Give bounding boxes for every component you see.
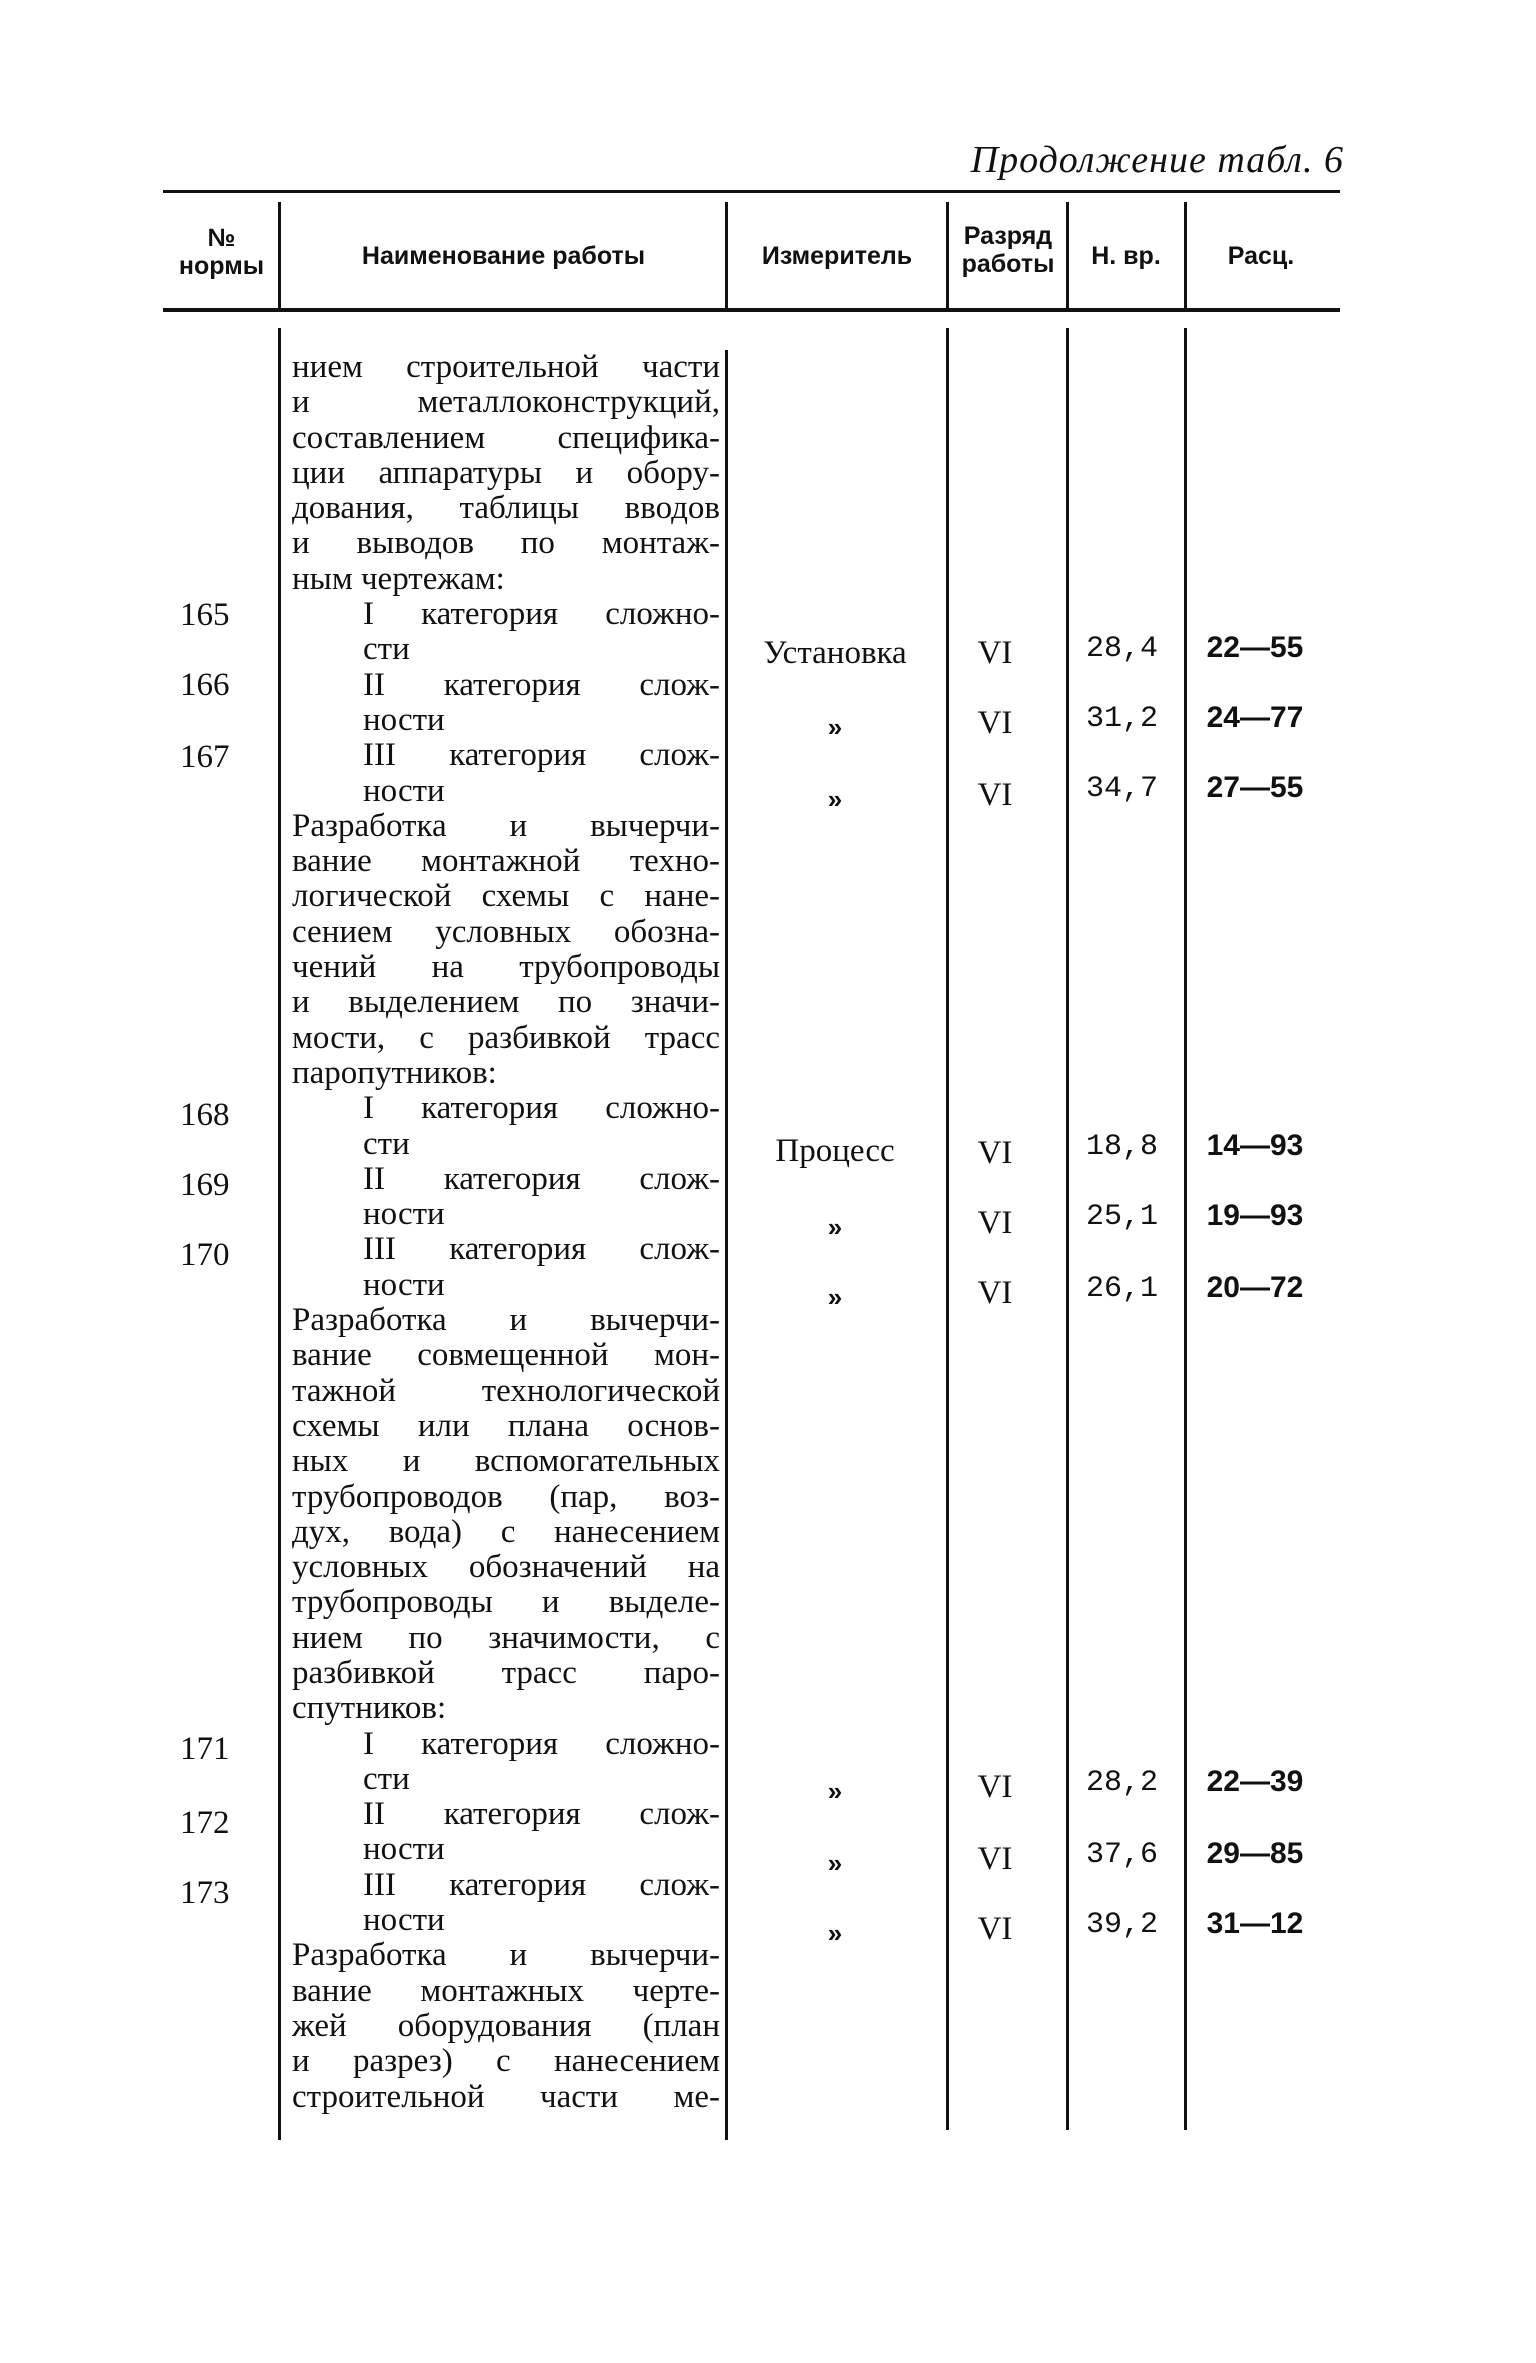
grade-cell: VI <box>977 1135 1013 1171</box>
rate-cell: 29—85 <box>1206 1837 1304 1870</box>
page-title: Продолжение табл. 6 <box>970 139 1344 181</box>
desc-line: сти <box>363 1125 410 1162</box>
desc-line: разбивкой трасс паро- <box>292 1654 720 1691</box>
body-divider-5 <box>1184 328 1187 2130</box>
desc-line: вание монтажной техно- <box>292 843 720 880</box>
grade-cell: VI <box>977 1205 1013 1241</box>
desc-line: ности <box>363 1196 445 1233</box>
desc-line: I категория сложно- <box>363 1725 720 1762</box>
grade-cell: VI <box>977 1841 1013 1877</box>
desc-line: II категория слож- <box>363 1796 720 1833</box>
time-cell: 37,6 <box>1085 1838 1158 1872</box>
header-num-line1: № <box>207 224 236 252</box>
header-measure: Измеритель <box>761 242 913 270</box>
header-bottom-rule <box>163 308 1340 312</box>
time-cell: 39,2 <box>1085 1908 1158 1942</box>
time-cell: 26,1 <box>1085 1272 1158 1306</box>
header-num-line2: нормы <box>178 252 265 280</box>
header-name: Наименование работы <box>361 242 646 270</box>
rate-cell: 22—55 <box>1206 631 1304 664</box>
grade-cell: VI <box>977 1911 1013 1947</box>
body-divider-4 <box>1066 328 1069 2130</box>
desc-line: условных обозначений на <box>292 1549 720 1586</box>
norm-number: 169 <box>180 1167 230 1203</box>
table-top-rule <box>163 190 1340 193</box>
desc-line: и разрез) с нанесением <box>292 2043 720 2080</box>
rate-cell: 31—12 <box>1206 1907 1304 1940</box>
desc-line: III категория слож- <box>363 1231 720 1268</box>
desc-line: и выводов по монтаж- <box>292 525 720 562</box>
desc-line: сти <box>363 631 410 668</box>
grade-cell: VI <box>977 1769 1013 1805</box>
desc-line: ности <box>363 1266 445 1303</box>
desc-line: жей оборудования (план <box>292 2007 720 2044</box>
norm-number: 168 <box>180 1097 230 1133</box>
measure-cell: » <box>827 1918 843 1948</box>
desc-line: I категория сложно- <box>363 1090 720 1127</box>
desc-line: сти <box>363 1760 410 1797</box>
measure-cell: » <box>827 1212 843 1242</box>
norm-number: 171 <box>180 1731 230 1767</box>
header-num <box>163 224 280 280</box>
body-divider-2 <box>725 350 728 2140</box>
desc-line: Разработка и вычерчи- <box>292 1302 720 1339</box>
desc-line: вание монтажных черте- <box>292 1972 720 2009</box>
time-cell: 28,4 <box>1085 632 1158 666</box>
desc-line: ности <box>363 772 445 809</box>
header-divider-4 <box>1066 202 1069 308</box>
desc-line: вание совмещенной мон- <box>292 1337 720 1374</box>
desc-line: дух, вода) с нанесением <box>292 1513 720 1550</box>
measure-cell: » <box>827 1776 843 1806</box>
desc-line: ности <box>363 701 445 738</box>
desc-line: Разработка и вычерчи- <box>292 1937 720 1974</box>
desc-line: III категория слож- <box>363 1866 720 1903</box>
grade-cell: VI <box>977 777 1013 813</box>
body-divider-1 <box>278 328 281 2140</box>
time-cell: 25,1 <box>1085 1200 1158 1234</box>
header-rate: Расц. <box>1227 242 1295 270</box>
time-cell: 28,2 <box>1085 1766 1158 1800</box>
desc-line: II категория слож- <box>363 1160 720 1197</box>
norm-number: 167 <box>180 739 230 775</box>
measure-cell: » <box>827 1848 843 1878</box>
header-divider-3 <box>946 202 949 308</box>
header-divider-2 <box>725 202 728 308</box>
desc-line: ции аппаратуры и обору- <box>292 454 720 491</box>
work-description <box>292 350 720 2115</box>
desc-line: спутников: <box>292 1690 447 1727</box>
desc-line: ных и вспомогательных <box>292 1443 720 1480</box>
desc-line: нием строительной части <box>292 349 720 385</box>
desc-line: ности <box>363 1902 445 1939</box>
measure-cell: » <box>827 784 843 814</box>
desc-line: паропутников: <box>292 1054 497 1091</box>
desc-line: логической схемы с нане- <box>292 878 720 915</box>
desc-line: III категория слож- <box>363 737 720 774</box>
grade-cell: VI <box>977 635 1013 671</box>
norm-number: 170 <box>180 1237 230 1273</box>
desc-line: Разработка и вычерчи- <box>292 807 720 844</box>
header-time: Н. вр. <box>1091 242 1161 270</box>
rate-cell: 27—55 <box>1206 771 1304 804</box>
norm-number: 165 <box>180 597 230 633</box>
desc-line: ности <box>363 1831 445 1868</box>
desc-line: нием по значимости, с <box>292 1619 720 1656</box>
norm-number: 172 <box>180 1805 230 1841</box>
header-divider-5 <box>1184 202 1187 308</box>
time-cell: 31,2 <box>1085 702 1158 736</box>
desc-line: и металлоконструкций, <box>292 384 720 421</box>
desc-line: составлением специфика- <box>292 419 720 456</box>
header-divider-1 <box>278 202 281 308</box>
rate-cell: 19—93 <box>1206 1199 1304 1232</box>
desc-line: строительной части ме- <box>292 2078 720 2115</box>
rate-cell: 14—93 <box>1206 1129 1304 1162</box>
desc-line: схемы или плана основ- <box>292 1407 720 1444</box>
measure-cell: » <box>827 1282 843 1312</box>
rate-cell: 20—72 <box>1206 1271 1304 1304</box>
norm-number: 173 <box>180 1875 230 1911</box>
desc-line: ным чертежам: <box>292 560 505 597</box>
time-cell: 18,8 <box>1085 1130 1158 1164</box>
time-cell: 34,7 <box>1085 772 1158 806</box>
body-divider-3 <box>946 328 949 2130</box>
rate-cell: 24—77 <box>1206 701 1304 734</box>
measure-cell: » <box>827 712 843 742</box>
measure-cell: Процесс <box>775 1133 895 1169</box>
rate-cell: 22—39 <box>1206 1765 1304 1798</box>
desc-line: чений на трубопроводы <box>292 949 720 986</box>
desc-line: тажной технологической <box>292 1372 720 1409</box>
header-grade-line1: Разряд <box>963 222 1053 250</box>
desc-line: трубопроводов (пар, воз- <box>292 1478 720 1515</box>
grade-cell: VI <box>977 705 1013 741</box>
desc-line: мости, с разбивкой трасс <box>292 1019 720 1056</box>
desc-line: сением условных обозна- <box>292 913 720 950</box>
desc-line: II категория слож- <box>363 666 720 703</box>
header-grade-line2: работы <box>961 250 1055 278</box>
desc-line: I категория сложно- <box>363 596 720 633</box>
desc-line: дования, таблицы вводов <box>292 490 720 527</box>
measure-cell: Установка <box>763 635 907 671</box>
norm-number: 166 <box>180 667 230 703</box>
header-grade <box>948 222 1068 278</box>
desc-line: и выделением по значи- <box>292 984 720 1021</box>
grade-cell: VI <box>977 1275 1013 1311</box>
desc-line: трубопроводы и выделе- <box>292 1584 720 1621</box>
